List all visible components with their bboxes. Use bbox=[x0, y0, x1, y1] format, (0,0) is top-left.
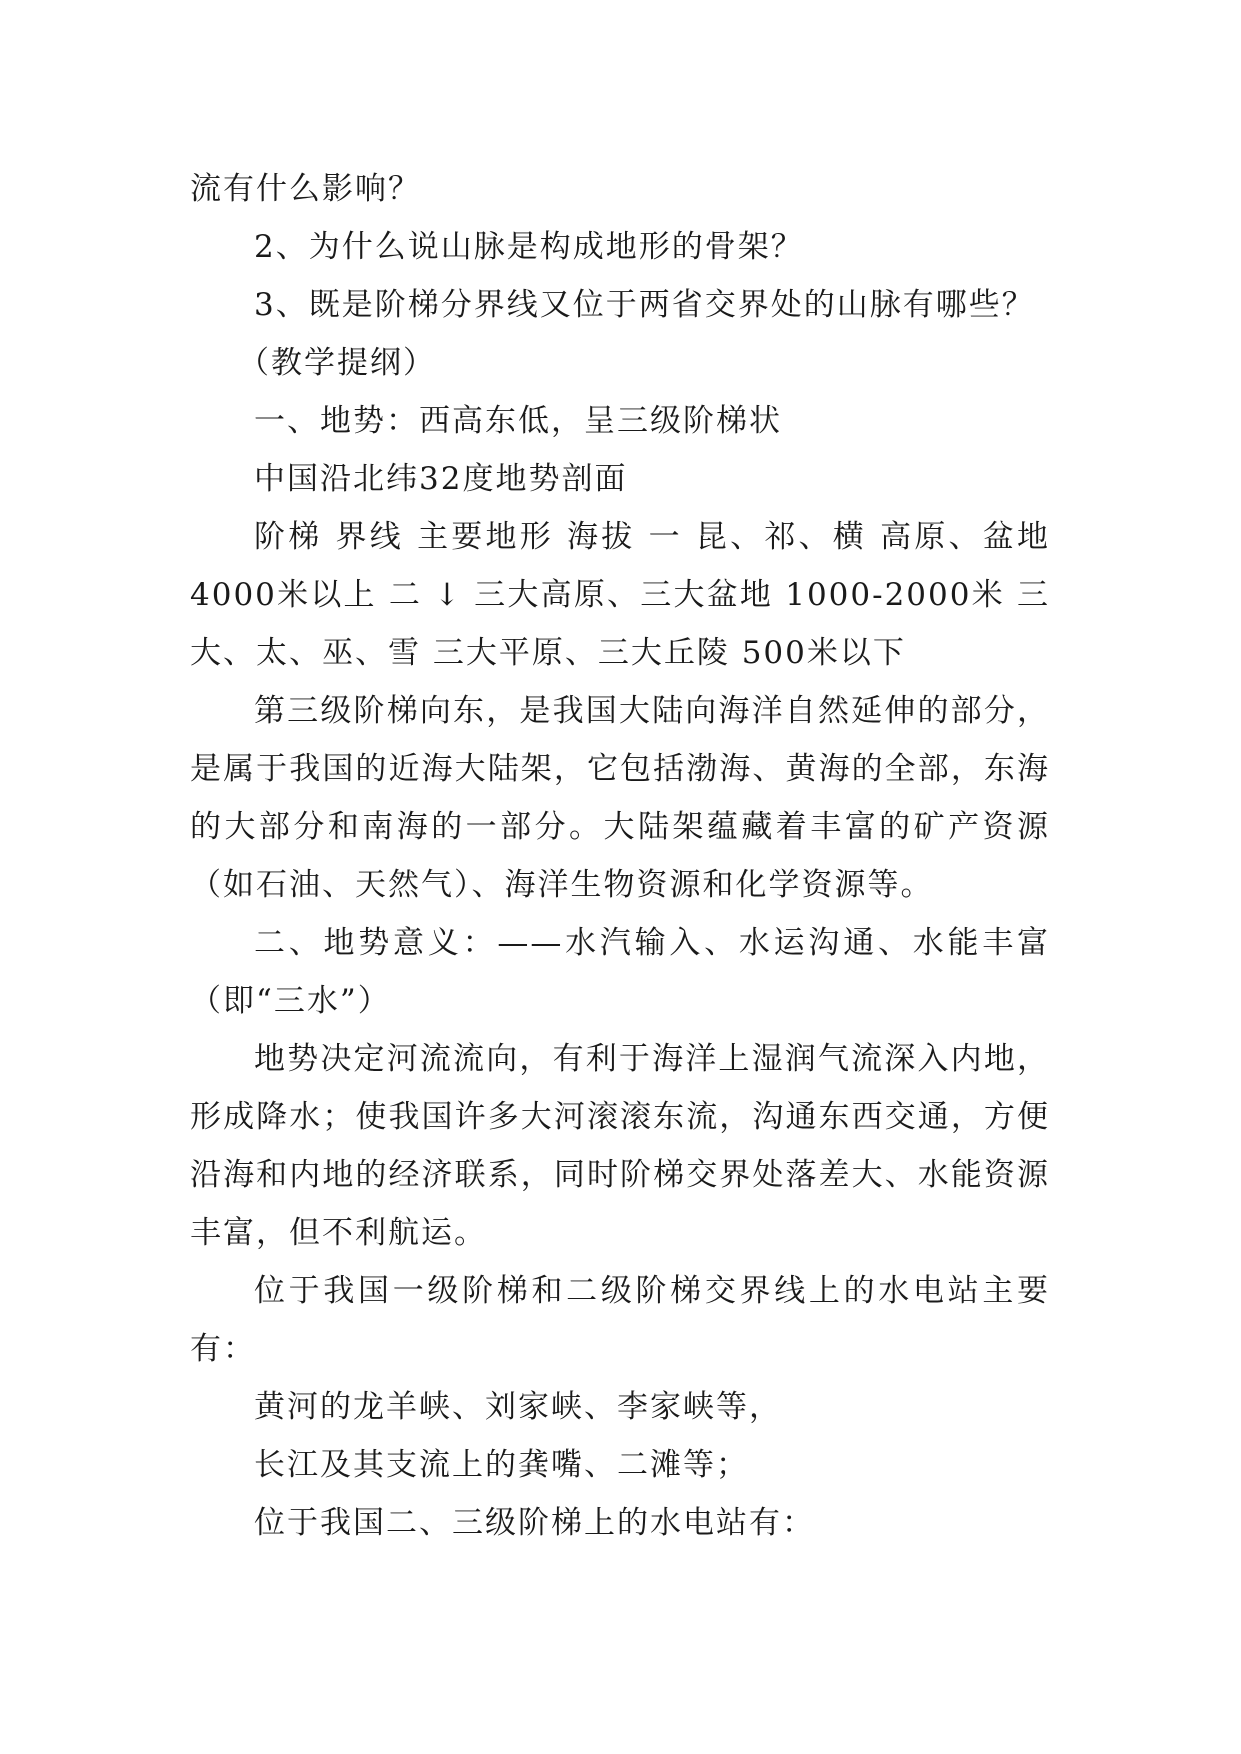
paragraph-3: 3、既是阶梯分界线又位于两省交界处的山脉有哪些？ bbox=[254, 287, 1035, 323]
paragraph-second-third-steps: 位于我国二、三级阶梯上的水电站有： bbox=[254, 1505, 815, 1541]
paragraph-terrain-effects: 地势决定河流流向，有利于海洋上湿润气流深入内地，形成降水；使我国许多大河滚滚东流，沟通东西交通，方便沿海和内地的经济联系，同时阶梯交界处落差大、水能资源丰富，但不利航运。 bbox=[190, 1041, 1050, 1251]
section-heading-2: 二、地势意义：——水汽输入、水运沟通、水能丰富（即“三水”） bbox=[190, 925, 1050, 1019]
paragraph-yellow-river: 黄河的龙羊峡、刘家峡、李家峡等， bbox=[254, 1389, 782, 1425]
paragraph-2: 2、为什么说山脉是构成地形的骨架？ bbox=[254, 229, 804, 265]
paragraph-yangtze: 长江及其支流上的龚嘴、二滩等； bbox=[254, 1447, 749, 1483]
terrain-table-text: 阶梯 界线 主要地形 海拔 一 昆、祁、横 高原、盆地 4000米以上 二 ↓ 三大高原、三大盆地 1000-2000米 三 大、太、巫、雪 三大平原、三大丘陵 500米以下 bbox=[190, 519, 1050, 671]
document-body bbox=[190, 160, 1050, 1552]
paragraph-continental-shelf: 第三级阶梯向东，是我国大陆向海洋自然延伸的部分，是属于我国的近海大陆架，它包括渤海、黄海的全部，东海的大部分和南海的一部分。大陆架蕴藏着丰富的矿产资源（如石油、天然气）、海洋生物资源和化学资源等。 bbox=[190, 693, 1050, 903]
paragraph-hydropower-intro: 位于我国一级阶梯和二级阶梯交界线上的水电站主要有： bbox=[190, 1273, 1050, 1367]
outline-heading: （教学提纲） bbox=[238, 345, 436, 381]
section-heading-1: 一、地势：西高东低，呈三级阶梯状 bbox=[254, 403, 782, 439]
profile-caption: 中国沿北纬32度地势剖面 bbox=[254, 461, 628, 497]
paragraph-1: 流有什么影响？ bbox=[190, 171, 421, 207]
